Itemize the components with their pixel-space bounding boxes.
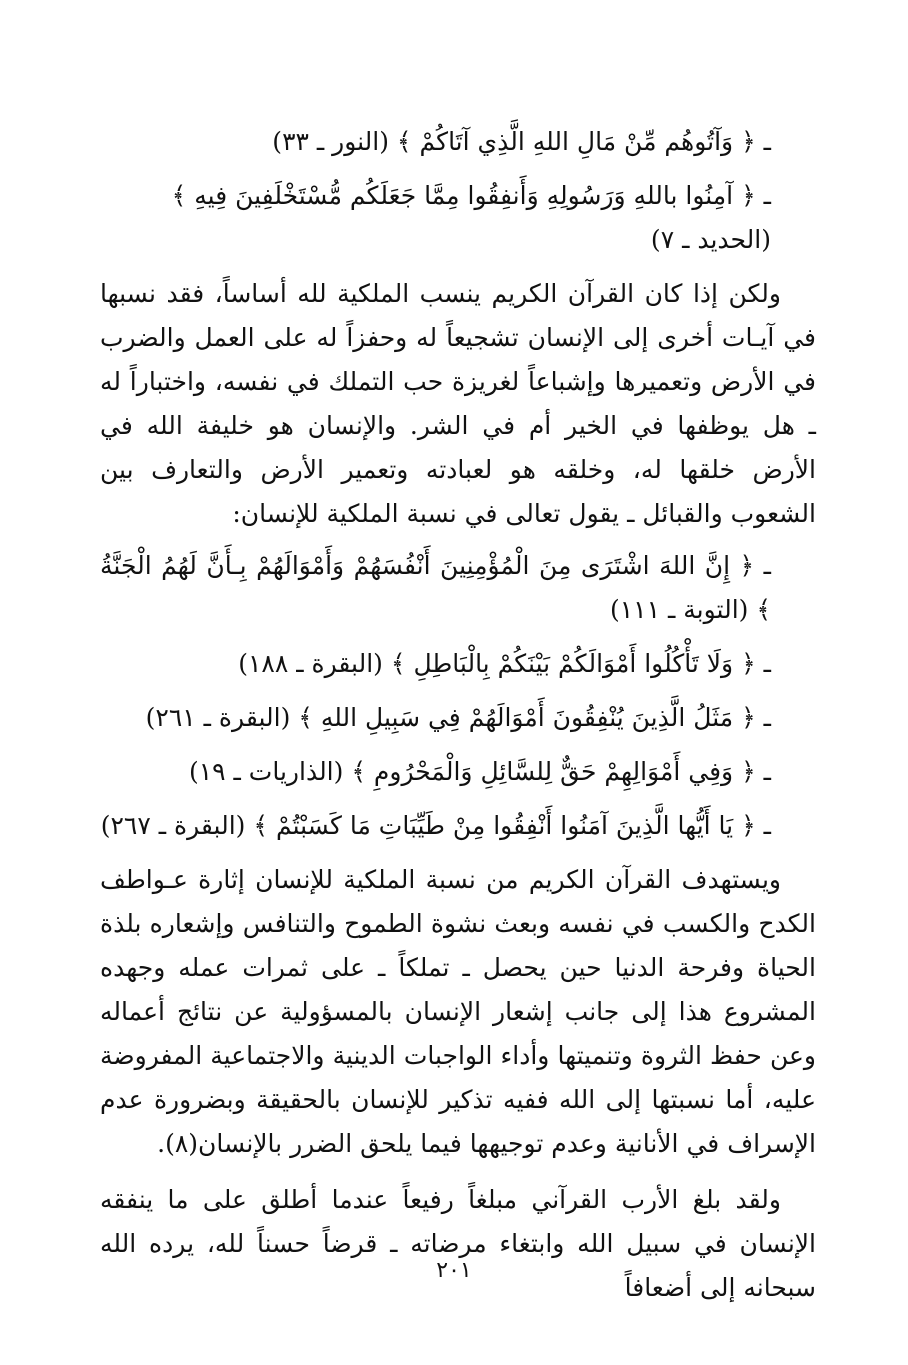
body-paragraph: ولكن إذا كان القرآن الكريم ينسب الملكية لله أساساً، فقد نسبها في آيـات أخرى إلى الإنسان تشجيعاً له وحفزاً له على العمل والضرب في الأرض وتعميرها وإشباعاً لغريزة حب التملك في نفسه، واختباراً له ـ هل يوظفها في الخير أم في الشر. والإنسان هو خليفة الله في الأرض خلقها له، وخلقه هو لعبادته وتعمير الأرض والتعارف بين الشعوب والقبائل ـ يقول تعالى في نسبة الملكية للإنسان: — [100, 279, 816, 528]
page-number: ٢٠١ — [436, 1258, 472, 1283]
quran-verse: ـ ﴿ يَا أَيُّها الَّذِينَ آمَنُوا أَنْفِقُوا مِنْ طَيِّبَاتِ مَا كَسَبْتُمْ ﴾ (البقرة ـ ٢٦٧) — [100, 811, 771, 840]
quran-verse: ـ ﴿ وَفِي أَمْوَالِهِمْ حَقٌّ لِلسَّائِلِ وَالْمَحْرُومِ ﴾ (الذاريات ـ ١٩) — [188, 757, 771, 786]
quran-verse: ـ ﴿ آمِنُوا باللهِ وَرَسُولِهِ وَأَنفِقُوا مِمَّا جَعَلَكُم مُّسْتَخْلَفِينَ فِيهِ ﴾(الحديد ـ ٧) — [171, 181, 771, 254]
quran-verse: ـ ﴿ وَلَا تَأْكُلُوا أَمْوَالَكُمْ بَيْنَكُمْ بِالْبَاطِلِ ﴾ (البقرة ـ ١٨٨) — [238, 649, 771, 678]
quran-verse: ـ ﴿ وَآتُوهُم مِّنْ مَالِ اللهِ الَّذِي آتَاكُمْ ﴾ (النور ـ ٣٣) — [272, 127, 771, 156]
quran-verse: ـ ﴿ إِنَّ اللهَ اشْتَرَى مِنَ الْمُؤْمِنِينَ أَنْفُسَهُمْ وَأَمْوَالَهُمْ بِـأَنَّ لَهُمُ الْجَنَّةُ ﴾ (التوبة ـ ١١١) — [100, 551, 771, 624]
body-paragraph: ويستهدف القرآن الكريم من نسبة الملكية للإنسان إثارة عـواطف الكدح والكسب في نفسه وبعث نشوة الطموح والتنافس وإشعاره بلذة الحياة وفرحة الدنيا حين يحصل ـ تملكاً ـ على ثمرات عمله وجهده المشروع هذا إلى جانب إشعار الإنسان بالمسؤولية عن نتائج أعماله وعن حفظ الثروة وتنميتها وأداء الواجبات الدينية والاجتماعية المفروضة عليه، أما نسبتها إلى الله ففيه تذكير للإنسان بالحقيقة وبضرورة عدم الإسراف في الأنانية وعدم توجيهها فيما يلحق الضرر بالإنسان(٨). — [100, 865, 816, 1158]
page-body — [100, 120, 816, 1318]
quran-verse: ـ ﴿ مَثَلُ الَّذِينَ يُنْفِقُونَ أَمْوَالَهُمْ فِي سَبِيلِ اللهِ ﴾ (البقرة ـ ٢٦١) — [145, 703, 771, 732]
body-paragraph: ولقد بلغ الأرب القرآني مبلغاً رفيعاً عندما أطلق على ما ينفقه الإنسان في سبيل الله وابتغاء مرضاته ـ قرضاً حسناً لله، يرده الله سبحانه إلى أضعافاً — [100, 1185, 816, 1302]
